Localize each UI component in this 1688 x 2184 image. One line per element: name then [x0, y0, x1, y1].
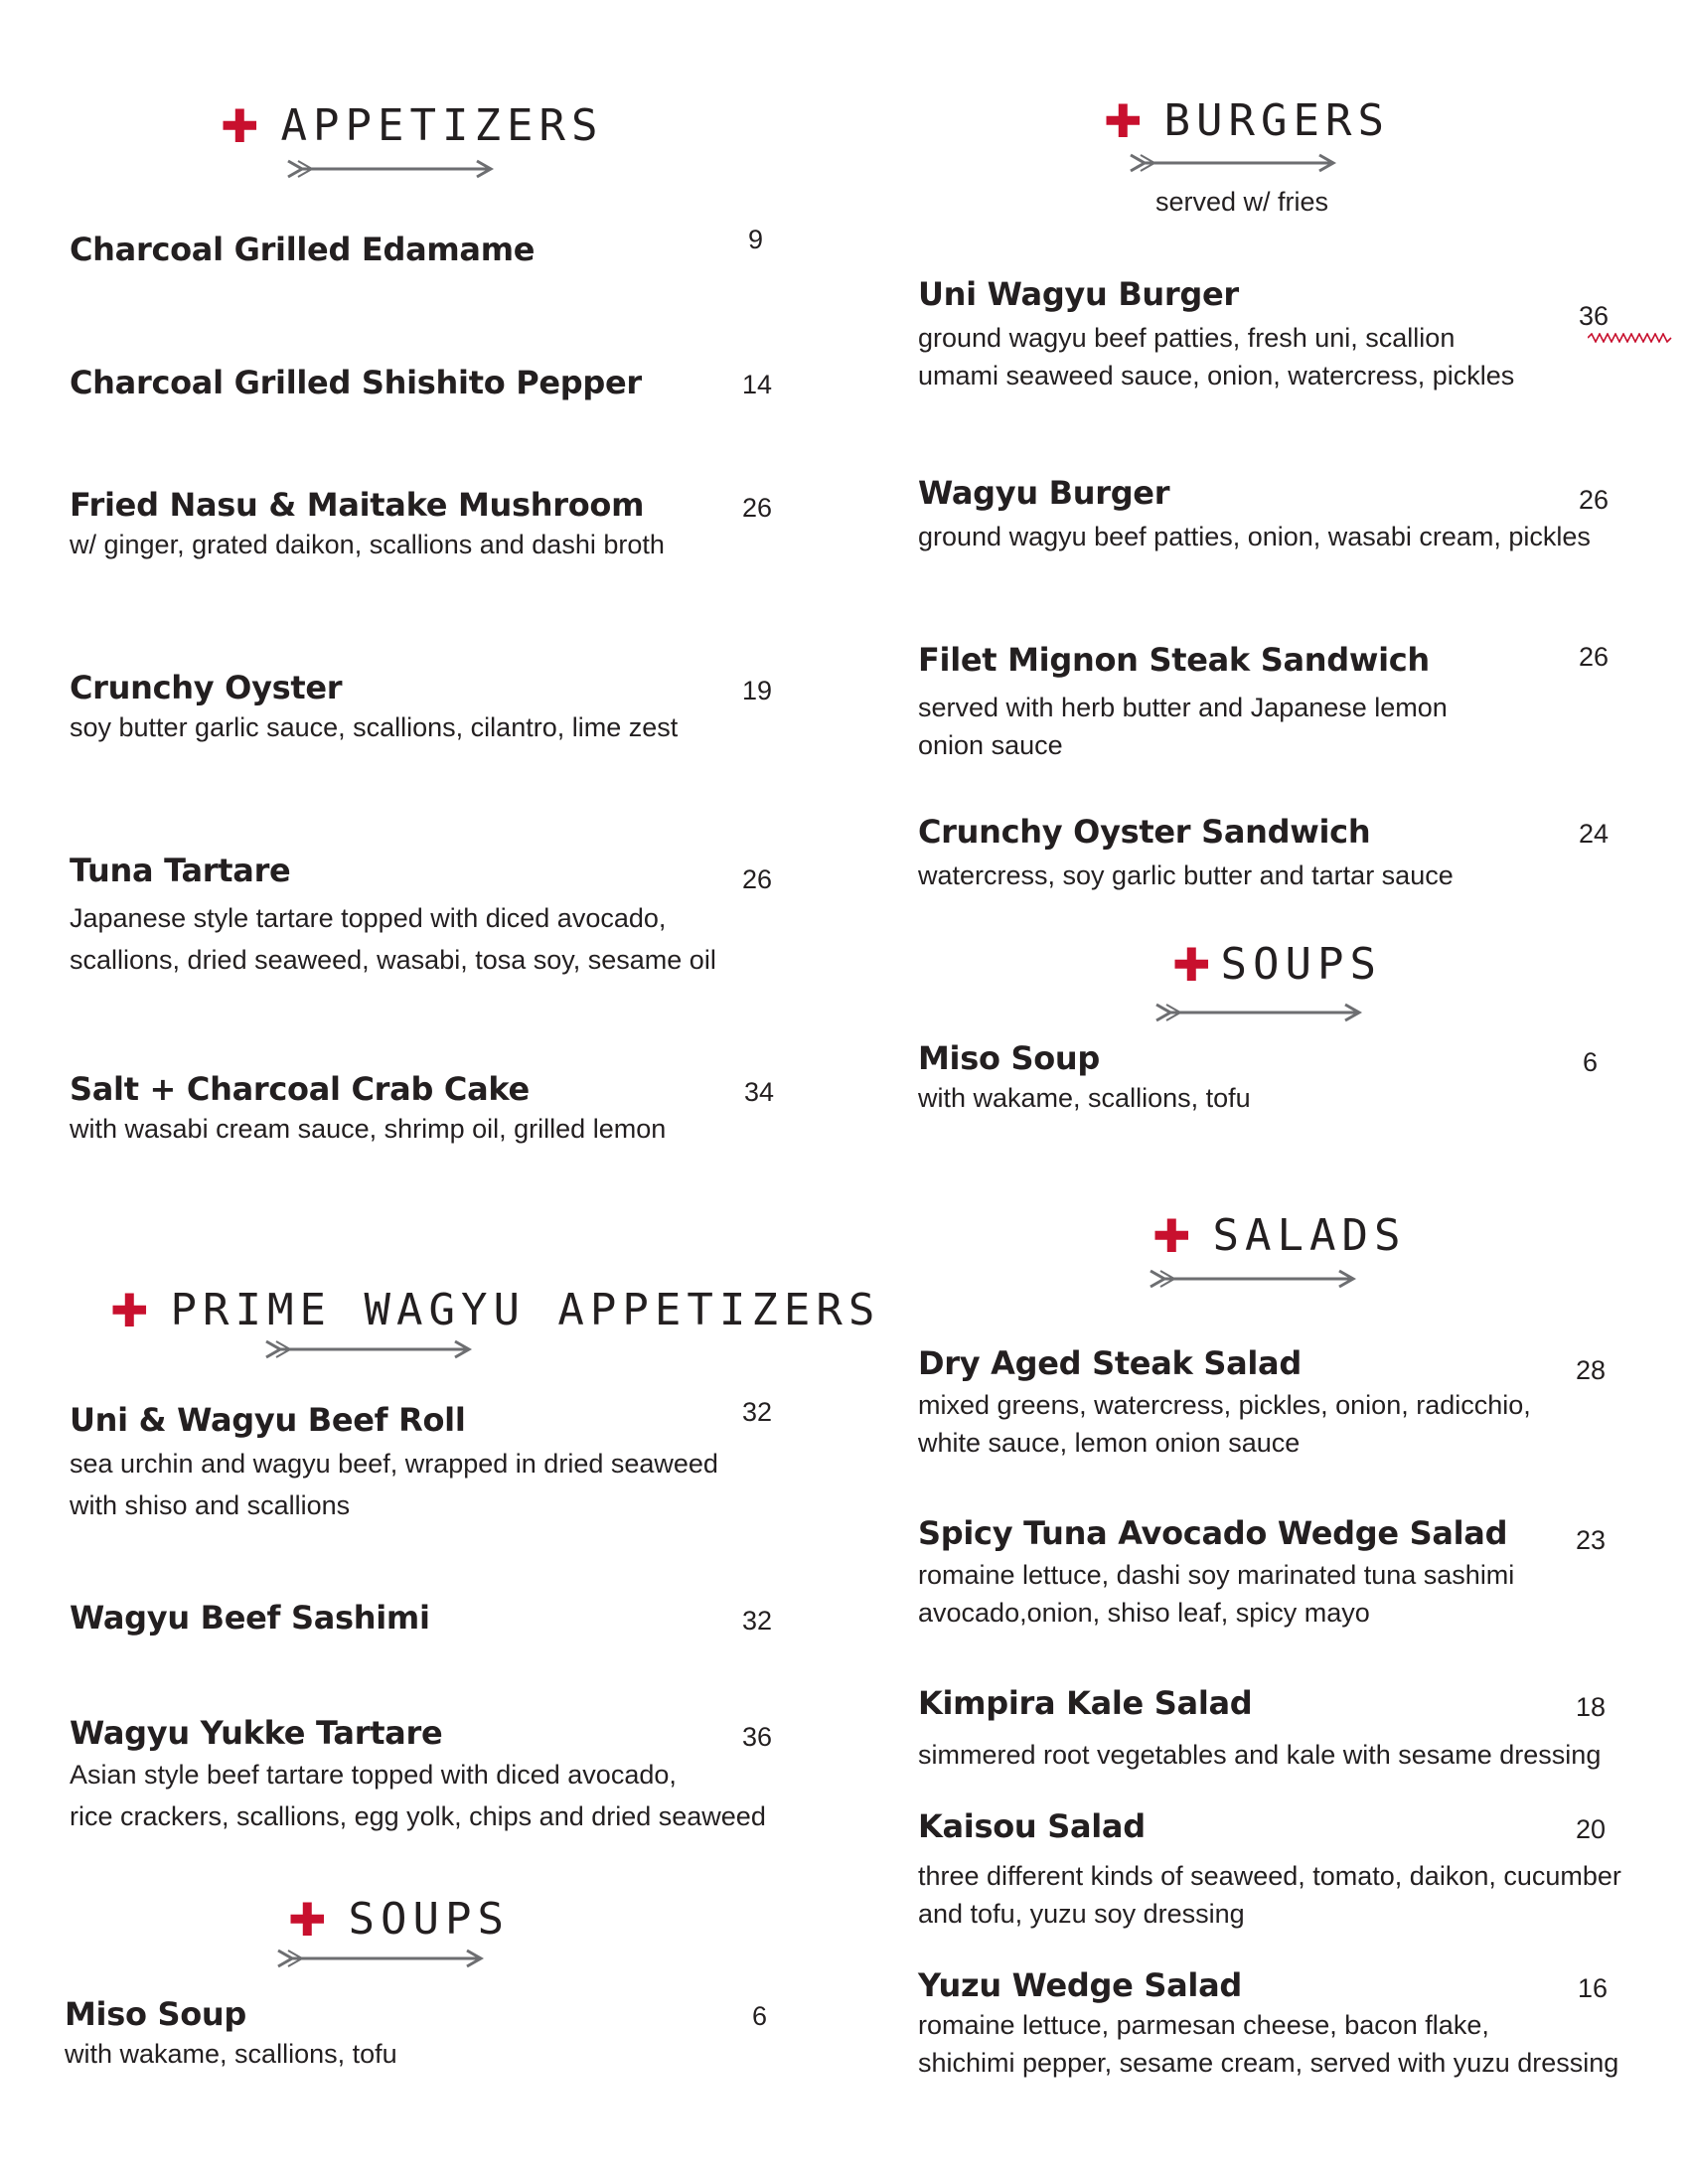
- soups-heading-right: [1172, 938, 1382, 992]
- item-description: soy butter garlic sauce, scallions, cilantro, lime zest: [70, 712, 679, 742]
- item-description: with wakame, scallions, tofu: [918, 1083, 1251, 1113]
- item-description: ground wagyu beef patties, onion, wasabi cream, pickles: [918, 522, 1591, 551]
- item-price: 32: [742, 1606, 773, 1636]
- item-name: Crunchy Oyster Sandwich: [918, 813, 1371, 851]
- soups-heading-text: SOUPS: [348, 1894, 510, 1945]
- menu-item: [918, 474, 1591, 555]
- item-price: 26: [1579, 485, 1610, 515]
- item-price: 9: [748, 225, 764, 254]
- menu-item: [918, 1684, 1601, 1774]
- item-name: Charcoal Grilled Shishito Pepper: [70, 364, 642, 401]
- burgers-subtitle: served w/ fries: [1155, 187, 1329, 217]
- menu-item: [70, 231, 535, 268]
- item-description: with shiso and scallions: [70, 1490, 351, 1520]
- item-name: Dry Aged Steak Salad: [918, 1344, 1302, 1382]
- item-name: Yuzu Wedge Salad: [918, 1966, 1242, 2004]
- item-price: 26: [742, 493, 773, 523]
- menu-item: [918, 1966, 1618, 2082]
- plus-icon: ✚: [110, 1284, 149, 1337]
- item-description: served with herb butter and Japanese lemon: [918, 693, 1448, 722]
- item-name: Tuna Tartare: [70, 852, 291, 889]
- menu-item: [70, 1401, 718, 1526]
- item-price: 6: [1583, 1047, 1599, 1077]
- plus-icon: ✚: [1152, 1209, 1191, 1263]
- item-name: Wagyu Beef Sashimi: [70, 1599, 430, 1637]
- arrow-icon: [262, 1337, 481, 1361]
- menu-item: [918, 813, 1454, 894]
- arrow-icon: [1152, 1001, 1371, 1024]
- item-name: Wagyu Yukke Tartare: [70, 1714, 443, 1752]
- item-description: white sauce, lemon onion sauce: [918, 1428, 1301, 1458]
- item-price: 32: [742, 1397, 773, 1427]
- salads-heading-text: SALADS: [1212, 1210, 1407, 1261]
- item-description: Asian style beef tartare topped with diced avocado,: [70, 1760, 677, 1790]
- wagyu-appetizers-heading: [110, 1284, 881, 1337]
- item-price: 23: [1576, 1525, 1607, 1555]
- item-description: shichimi pepper, sesame cream, served with yuzu dressing: [918, 2048, 1619, 2078]
- item-price: 36: [1579, 301, 1610, 331]
- item-name: Miso Soup: [65, 1995, 247, 2033]
- menu-item: [918, 641, 1448, 764]
- item-name: Miso Soup: [918, 1039, 1101, 1077]
- soups-heading-text: SOUPS: [1220, 939, 1382, 990]
- item-name: Wagyu Burger: [918, 474, 1170, 512]
- wagyu-appetizers-heading-text: PRIME WAGYU APPETIZERS: [170, 1285, 881, 1335]
- item-description: simmered root vegetables and kale with sesame dressing: [918, 1740, 1602, 1770]
- menu-item: [70, 486, 665, 563]
- item-price: 6: [752, 2001, 768, 2031]
- burgers-heading: [1104, 94, 1390, 148]
- decorative-squiggle: [1588, 333, 1673, 343]
- item-price: 26: [742, 864, 773, 894]
- item-price: 14: [742, 370, 773, 399]
- item-description: mixed greens, watercress, pickles, onion, radicchio,: [918, 1390, 1531, 1420]
- item-price: 16: [1578, 1973, 1609, 2003]
- item-price: 26: [1579, 642, 1610, 672]
- item-description: rice crackers, scallions, egg yolk, chips and dried seaweed: [70, 1801, 766, 1831]
- burgers-heading-text: BURGERS: [1163, 95, 1390, 146]
- item-name: Spicy Tuna Avocado Wedge Salad: [918, 1514, 1508, 1552]
- item-name: Crunchy Oyster: [70, 669, 343, 706]
- item-description: romaine lettuce, parmesan cheese, bacon flake,: [918, 2010, 1489, 2040]
- menu-item: [918, 1807, 1621, 1933]
- arrow-icon: [1127, 151, 1345, 175]
- item-description: umami seaweed sauce, onion, watercress, pickles: [918, 361, 1515, 390]
- item-name: Uni & Wagyu Beef Roll: [70, 1401, 466, 1439]
- item-description: avocado,onion, shiso leaf, spicy mayo: [918, 1598, 1370, 1628]
- menu-item: [70, 852, 716, 981]
- menu-item: [918, 1514, 1514, 1632]
- item-description: with wakame, scallions, tofu: [65, 2039, 397, 2069]
- plus-icon: ✚: [288, 1893, 327, 1947]
- item-description: w/ ginger, grated daikon, scallions and dashi broth: [70, 530, 665, 559]
- salads-heading: [1152, 1209, 1407, 1263]
- plus-icon: ✚: [1104, 94, 1143, 148]
- item-name: Fried Nasu & Maitake Mushroom: [70, 486, 645, 524]
- item-description: onion sauce: [918, 730, 1063, 760]
- item-description: sea urchin and wagyu beef, wrapped in dried seaweed: [70, 1449, 718, 1479]
- item-price: 18: [1576, 1692, 1607, 1722]
- item-name: Uni Wagyu Burger: [918, 275, 1239, 313]
- menu-item: [70, 364, 642, 401]
- item-name: Charcoal Grilled Edamame: [70, 231, 536, 268]
- item-description: scallions, dried seaweed, wasabi, tosa soy, sesame oil: [70, 945, 716, 975]
- item-price: 36: [742, 1722, 773, 1752]
- menu-item: [65, 1995, 397, 2073]
- item-name: Filet Mignon Steak Sandwich: [918, 641, 1430, 679]
- item-description: with wasabi cream sauce, shrimp oil, grilled lemon: [70, 1114, 667, 1144]
- menu-item: [70, 1070, 666, 1148]
- menu-item: [70, 669, 678, 746]
- soups-heading-left: [288, 1893, 510, 1947]
- menu-item: [70, 1714, 766, 1837]
- item-price: 19: [742, 676, 773, 705]
- menu-item: [918, 1039, 1251, 1117]
- appetizers-heading-text: APPETIZERS: [280, 100, 604, 151]
- menu-item: [70, 1599, 430, 1637]
- item-description: ground wagyu beef patties, fresh uni, scallion: [918, 323, 1456, 353]
- item-price: 28: [1576, 1355, 1607, 1385]
- item-description: watercress, soy garlic butter and tartar sauce: [918, 860, 1454, 890]
- plus-icon: ✚: [1172, 938, 1211, 992]
- item-description: three different kinds of seaweed, tomato, daikon, cucumber: [918, 1861, 1621, 1891]
- item-description: Japanese style tartare topped with diced avocado,: [70, 903, 667, 933]
- item-description: romaine lettuce, dashi soy marinated tuna sashimi: [918, 1560, 1515, 1590]
- appetizers-heading: [221, 99, 604, 153]
- item-price: 34: [744, 1077, 775, 1107]
- item-name: Kaisou Salad: [918, 1807, 1146, 1845]
- item-price: 20: [1576, 1814, 1607, 1844]
- arrow-icon: [274, 1947, 493, 1970]
- item-name: Salt + Charcoal Crab Cake: [70, 1070, 530, 1108]
- plus-icon: ✚: [221, 99, 259, 153]
- item-name: Kimpira Kale Salad: [918, 1684, 1253, 1722]
- item-description: and tofu, yuzu soy dressing: [918, 1899, 1245, 1929]
- arrow-icon: [284, 157, 503, 181]
- menu-item: [918, 275, 1514, 394]
- item-price: 24: [1579, 819, 1610, 849]
- arrow-icon: [1147, 1267, 1365, 1291]
- menu-item: [918, 1344, 1531, 1462]
